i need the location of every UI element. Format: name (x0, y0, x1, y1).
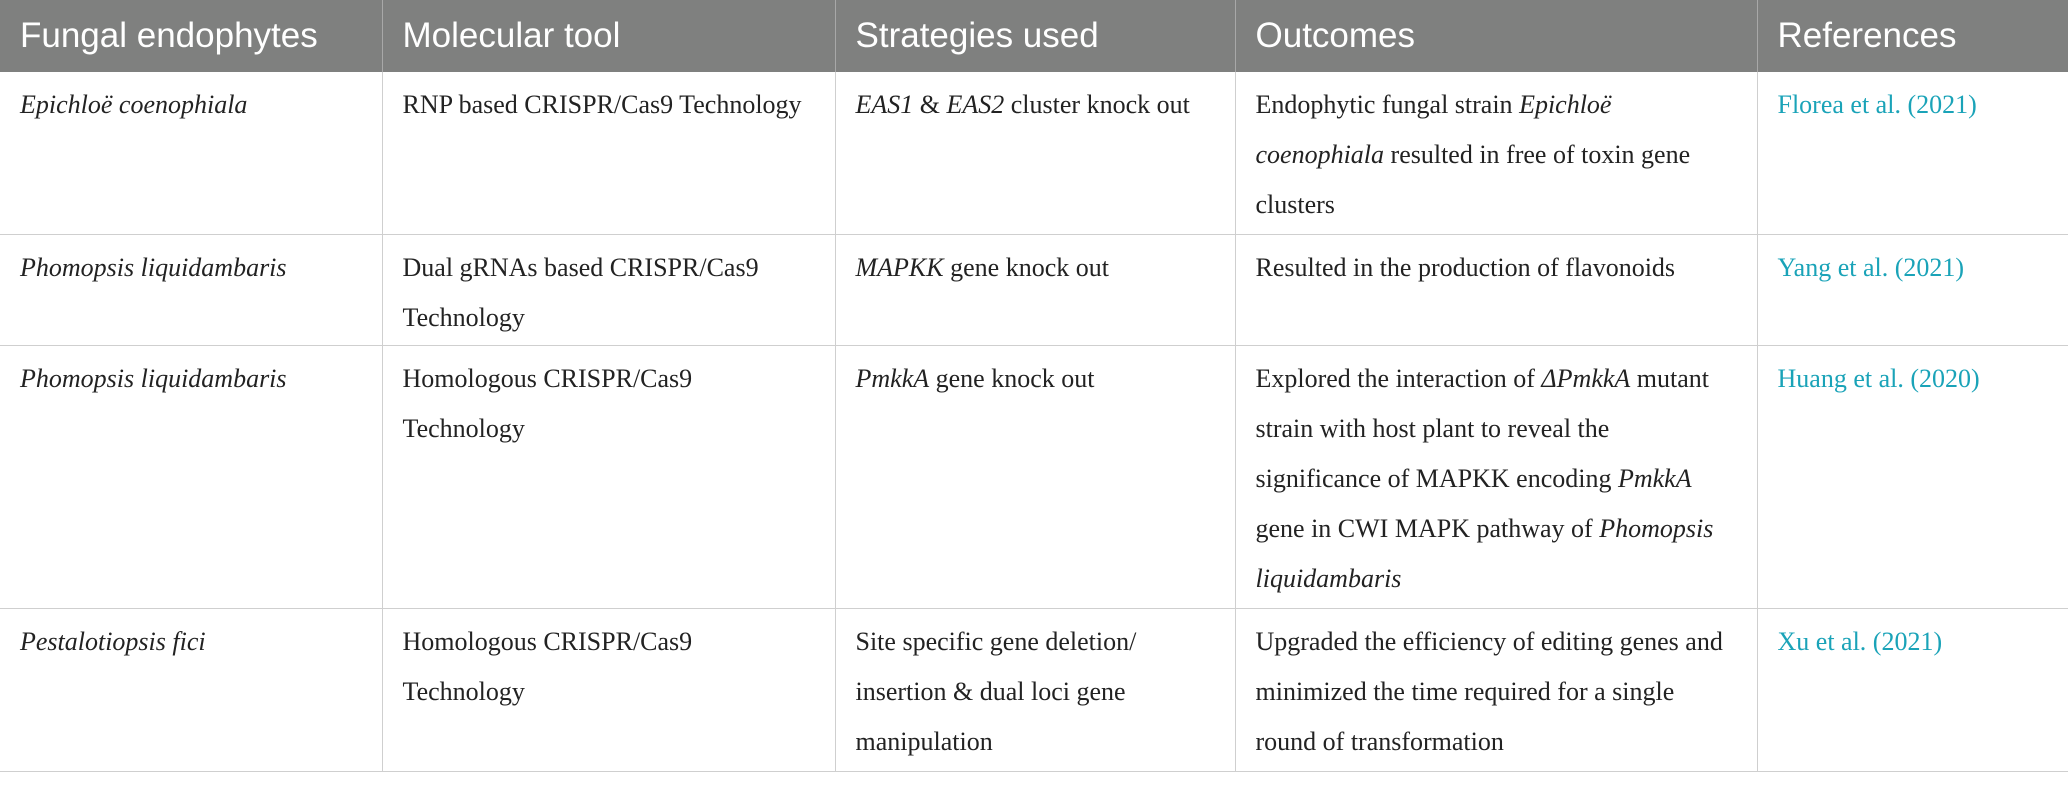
column-header-molecular-tool: Molecular tool (382, 0, 835, 72)
tool-cell: RNP based CRISPR/Cas9 Technology (382, 72, 835, 235)
reference-link[interactable]: Huang et al. (2020) (1777, 364, 1980, 393)
outcome-cell (1235, 346, 1757, 609)
tool-cell: Homologous CRISPR/Cas9 Technology (382, 609, 835, 772)
tool-cell: Dual gRNAs based CRISPR/Cas9 Technology (382, 235, 835, 346)
outcome-text: Explored the interaction of (1255, 364, 1542, 393)
species-name: Epichloë coenophiala (1255, 90, 1612, 169)
reference-link[interactable]: Yang et al. (2021) (1777, 253, 1965, 282)
reference-cell (1757, 235, 2068, 346)
table-row (0, 235, 2068, 346)
table-header (0, 0, 2068, 72)
gene-name: PmkkA (1617, 464, 1692, 493)
gene-name: ΔPmkkA (1541, 364, 1631, 393)
outcome-text: resulted in free of toxin gene clusters (1255, 140, 1691, 219)
gene-name: PmkkA (855, 364, 930, 393)
outcome-text: Upgraded the efficiency of editing genes and minimized the time required for a single round of transformation (1255, 627, 1723, 756)
strategy-text: gene knock out (943, 253, 1109, 282)
strategy-cell (835, 609, 1235, 772)
endophyte-cell: Pestalotiopsis fici (0, 609, 382, 772)
strategy-text: Site specific gene deletion/ insertion & dual loci gene manipulation (855, 627, 1137, 756)
strategy-cell (835, 72, 1235, 235)
endophyte-cell: Epichloë coenophiala (0, 72, 382, 235)
outcome-cell (1235, 235, 1757, 346)
table-row (0, 72, 2068, 235)
outcome-text: Resulted in the production of flavonoids (1255, 253, 1676, 282)
species-name: Phomopsis liquidambaris (1255, 514, 1714, 593)
column-header-fungal-endophytes: Fungal endophytes (0, 0, 382, 72)
endophyte-cell: Phomopsis liquidambaris (0, 346, 382, 609)
column-header-strategies-used: Strategies used (835, 0, 1235, 72)
outcome-text: Endophytic fungal strain (1255, 90, 1520, 119)
column-header-outcomes: Outcomes (1235, 0, 1757, 72)
endophyte-cell: Phomopsis liquidambaris (0, 235, 382, 346)
column-header-references: References (1757, 0, 2068, 72)
outcome-text: mutant strain with host plant to reveal the significance of MAPKK encoding (1255, 364, 1710, 493)
gene-name: MAPKK (855, 253, 944, 282)
table-body (0, 72, 2068, 772)
reference-link[interactable]: Xu et al. (2021) (1777, 627, 1943, 656)
table-row (0, 609, 2068, 772)
strategy-cell (835, 235, 1235, 346)
reference-link[interactable]: Florea et al. (2021) (1777, 90, 1977, 119)
reference-cell (1757, 72, 2068, 235)
gene-name: EAS1 (855, 90, 914, 119)
reference-cell (1757, 346, 2068, 609)
outcome-cell (1235, 609, 1757, 772)
reference-cell (1757, 609, 2068, 772)
tool-cell: Homologous CRISPR/Cas9 Technology (382, 346, 835, 609)
strategy-text: gene knock out (929, 364, 1095, 393)
outcome-cell (1235, 72, 1757, 235)
strategy-text: & (913, 90, 947, 119)
strategy-cell (835, 346, 1235, 609)
strategy-text: cluster knock out (1004, 90, 1190, 119)
table-row (0, 346, 2068, 609)
outcome-text: gene in CWI MAPK pathway of (1255, 514, 1600, 543)
gene-name: EAS2 (946, 90, 1005, 119)
header-row (0, 0, 2068, 72)
